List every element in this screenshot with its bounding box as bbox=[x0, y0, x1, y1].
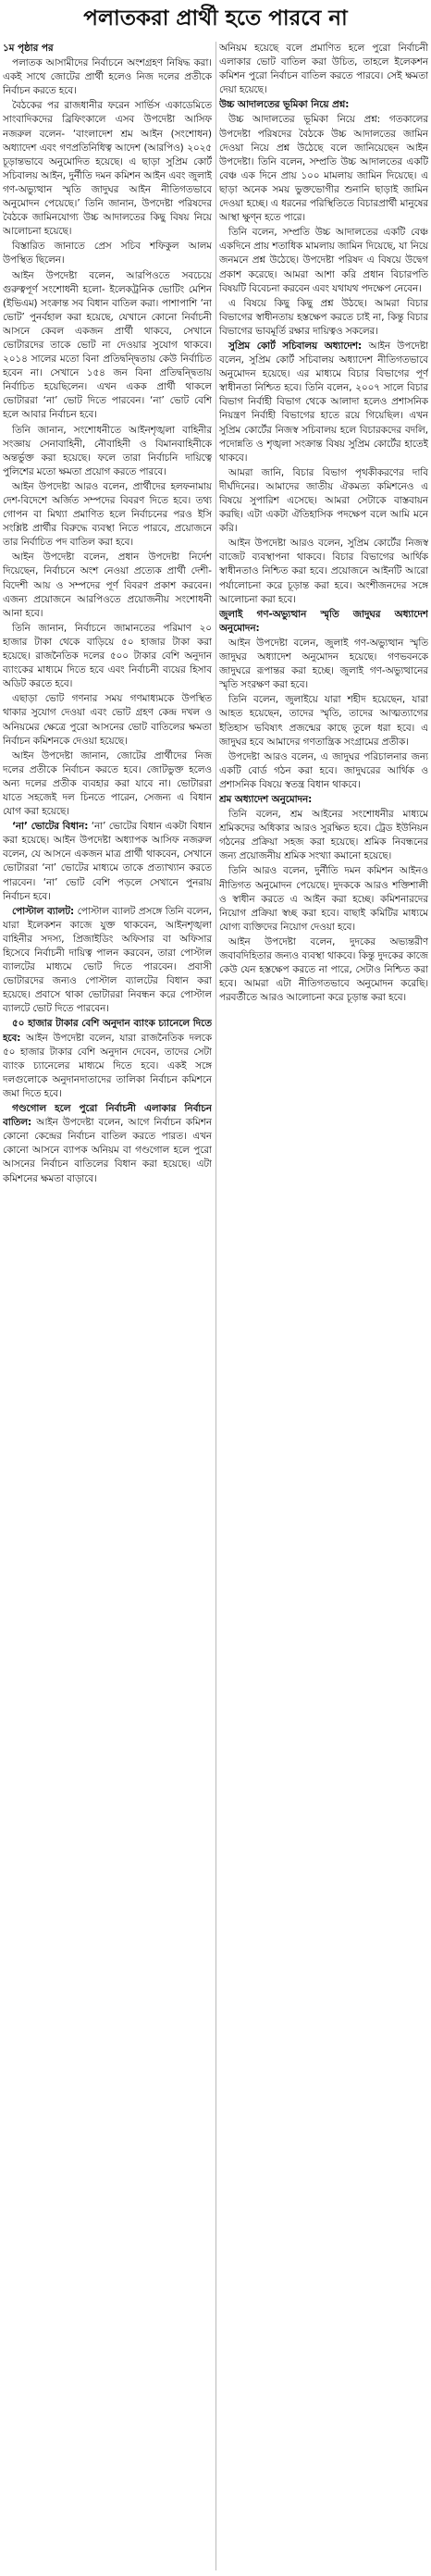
continued-from-label: ১ম পৃষ্ঠার পর bbox=[3, 43, 54, 54]
draft-section bbox=[219, 793, 428, 807]
article-paragraph: এছাড়া ভোট গণনার সময় গণমাধ্যমকে উপস্থিত থাকার সুযোগ দেওয়া এবং ভোট গ্রহণ কেন্দ্র দখল ও অনিয়মের ক্ষেত্রে পুরো আসনের ভোট বাতিলের ক্ষমতা নির্বাচন কমিশনকে দেওয়া হয়েছে। bbox=[3, 693, 212, 747]
article-column-right bbox=[219, 42, 428, 2570]
donation-section bbox=[3, 1017, 212, 1101]
cancel-text: আইন উপদেষ্টা বলেন, আগে নির্বাচন কমিশন কোনো কেন্দ্রের নির্বাচন বাতিল করতে পারত। এখন কোনো আসনে ব্যাপক অনিয়ম বা গণ্ডগোল হলে পুরো আসনের নির্বাচন বাতিলের বিধান করা হয়েছে। এটা কমিশনের ক্ষমতা বাড়াবে। bbox=[3, 1117, 212, 1184]
subheading-high-court: উচ্চ আদালতের ভূমিকা নিয়ে প্রশ্ন: bbox=[219, 99, 350, 111]
donation-text: আইন উপদেষ্টা বলেন, যারা রাজনৈতিক দলকে ৫০ হাজার টাকার বেশি অনুদান দেবেন, তাদের সেটা ব্যাংক চ্যানেলের মাধ্যমে দিতে হবে। একই সঙ্গে দলগুলোকে অনুদানদাতাদের তালিকা নির্বাচন কমিশনে জমা দিতে হবে। bbox=[3, 1032, 212, 1099]
article-paragraph: আইন উপদেষ্টা আরও বলেন, প্রার্থীদের হলফনামায় দেশ-বিদেশে অর্জিত সম্পদের বিবরণ দিতে হবে। তথ্য গোপন বা মিথ্যা প্রমাণিত হলে নির্বাচনের পরও ইসি সংশ্লিষ্ট প্রার্থীর বিরুদ্ধে ব্যবস্থা নিতে পারবে, প্রয়োজনে তার নির্বাচিত পদ বাতিল করা হবে। bbox=[3, 480, 212, 549]
article-column-left bbox=[3, 42, 212, 2570]
subheading-postal-ballot: পোস্টাল ব্যালট: bbox=[12, 905, 75, 917]
article-paragraph: তিনি জানান, নির্বাচনে জামানতের পরিমাণ ২০ হাজার টাকা থেকে বাড়িয়ে ৫০ হাজার টাকা করা হয়েছে। রাজনৈতিক দলের ৫০০ টাকার বেশি অনুদান ব্যাংকের মাধ্যমে দিতে হবে এবং নির্বাচনী ব্যয়ের হিসাব অডিট করতে হবে। bbox=[3, 622, 212, 690]
article-paragraph: আইন উপদেষ্টা আরও বলেন, সুপ্রিম কোর্টের নিজস্ব বাজেট ব্যবস্থাপনা থাকবে। বিচার বিভাগের আর্থিক স্বাধীনতাও নিশ্চিত করা হবে। প্রয়োজনে আইনটি আরো পর্যালোচনা করে চূড়ান্ত করা হবে। অংশীজনদের সঙ্গে আলোচনা করা হবে। bbox=[219, 538, 428, 605]
court-section bbox=[219, 98, 428, 112]
article-paragraph: আইন উপদেষ্টা বলেন, আরপিওতে সবচেয়ে গুরুত্বপূর্ণ সংশোধনী হলো- ইলেকট্রনিক ভোটিং মেশিন (ইভিএম) সংক্রান্ত সব বিধান বাতিল করা। পাশাপাশি ‘না ভোট’ পুনর্বহাল করা হয়েছে, যেখানে কোনো নির্বাচনী আসনে কেবল একজন প্রার্থী থাকবে, সেখানে ভোটারদের তাকে ভোট না দেওয়ার সুযোগ থাকবে। ২০১৪ সালের মতো বিনা প্রতিদ্বন্দ্বিতায় কেউ নির্বাচিত হবেন না। সেখানে ১৫৪ জন বিনা প্রতিদ্বন্দ্বিতায় নির্বাচিত হয়েছিলেন। এখন একক প্রার্থী থাকলে ভোটাররা ‘না’ ভোট দিতে পারবেন। ‘না’ ভোট বেশি হলে আবার নির্বাচন হবে। bbox=[3, 269, 212, 421]
postal-text: পোস্টাল ব্যালট প্রসঙ্গে তিনি বলেন, যারা ইলেকশন কাজে যুক্ত থাকবেন, আইনশৃঙ্খলা বাহিনীর সদস্য, প্রিজাইডিং অফিসার বা অফিসার হিসেবে নির্বাচনী দায়িত্ব পালন করবেন, তারা পোস্টাল ব্যালটের মাধ্যমে ভোট দিতে পারবেন। প্রবাসী ভোটারদের জন্যও পোস্টাল ব্যালটের বিধান করা হয়েছে। প্রবাসে থাকা ভোটাররা নিবন্ধন করে পোস্টাল ব্যালটে ভোট দিতে পারবেন। bbox=[3, 905, 212, 1015]
subheading-supreme-court-secretariat: সুপ্রিম কোর্ট সচিবালয় অধ্যাদেশ: bbox=[228, 340, 363, 352]
article-paragraph: আমরা জানি, বিচার বিভাগ পৃথকীকরণের দাবি দীর্ঘদিনের। আমাদের জাতীয় ঐকমত্য কমিশনেও এ বিষয়ে সুপারিশ এসেছে। আমরা সেটাকে বাস্তবায়ন করছি। এটা একটা ঐতিহাসিক পদক্ষেপ বলে আমি মনে করি। bbox=[219, 466, 428, 535]
article-paragraph: তিনি বলেন, জুলাইয়ে যারা শহীদ হয়েছেন, যারা আহত হয়েছেন, তাদের স্মৃতি, তাদের আত্মত্যাগের ইতিহাস ভবিষ্যৎ প্রজন্মের কাছে তুলে ধরা হবে। এ জাদুঘর হবে আমাদের গণতান্ত্রিক সংগ্রামের প্রতীক। bbox=[219, 694, 428, 748]
museum-section bbox=[219, 608, 428, 636]
article-paragraph: এ বিষয়ে কিছু কিছু প্রশ্ন উঠছে। আমরা বিচার বিভাগের স্বাধীনতায় হস্তক্ষেপ করতে চাই না, কিন্তু বিচার বিভাগের ভাবমূর্তি রক্ষার দায়িত্বও সকলের। bbox=[219, 297, 428, 337]
subheading-election-cancel: গণ্ডগোল হলে পুরো নির্বাচনী এলাকার নির্বাচন বাতিল: bbox=[3, 1103, 212, 1129]
article-paragraph: পলাতক আসামীদের নির্বাচনে অংশগ্রহণ নিষিদ্ধ করা। একই সাথে জোটের প্রার্থী হলেও নিজ দলের প্রতীকে নির্বাচন করতে হবে। bbox=[3, 57, 212, 97]
article-paragraph: আইন উপদেষ্টা বলেন, জুলাই গণ-অভ্যুত্থান স্মৃতি জাদুঘর অধ্যাদেশ অনুমোদন হয়েছে। গণভবনকে জাদুঘরে রূপান্তর করা হচ্ছে। জুলাই গণ-অভ্যুত্থানের স্মৃতি সংরক্ষণ করা হবে। bbox=[219, 637, 428, 691]
secretariat-text: আইন উপদেষ্টা বলেন, সুপ্রিম কোর্ট সচিবালয় অধ্যাদেশ নীতিগতভাবে অনুমোদন হয়েছে। এর মাধ্যমে বিচার বিভাগের পূর্ণ স্বাধীনতা নিশ্চিত হবে। তিনি বলেন, ২০০৭ সালে বিচার বিভাগ নির্বাহী বিভাগ থেকে আলাদা হলেও প্রশাসনিক নিয়ন্ত্রণ নির্বাহী বিভাগের হাতে রয়ে গিয়েছিল। এখন সুপ্রিম কোর্টের নিজস্ব সচিবালয় হলে বিচারকদের বদলি, পদোন্নতি ও শৃঙ্খলা সংক্রান্ত বিষয় সুপ্রিম কোর্টের হাতেই থাকবে। bbox=[219, 340, 428, 464]
subheading-labour-ordinance: শ্রম অধ্যাদেশ অনুমোদন: bbox=[219, 793, 313, 805]
article-paragraph: তিনি বলেন, শ্রম আইনের সংশোধনীর মাধ্যমে শ্রমিকদের অধিকার আরও সুরক্ষিত হবে। ট্রেড ইউনিয়ন গঠনের প্রক্রিয়া সহজ করা হয়েছে। শ্রমিক নিবন্ধনের জন্য প্রয়োজনীয় শ্রমিক সংখ্যা কমানো হয়েছে। bbox=[219, 809, 428, 862]
no-vote-text: ‘না’ ভোটের বিধান একটা বিধান করা হয়েছে। আইন উপদেষ্টা অধ্যাপক আসিফ নজরুল বলেন, যে আসনে একজন মাত্র প্রার্থী থাকবেন, সেখানে ভোটাররা ‘না’ ভোটের মাধ্যমে তাকে প্রত্যাখ্যান করতে পারবেন। ‘না’ ভোট বেশি পড়লে সেখানে পুনরায় নির্বাচন হবে। bbox=[3, 821, 212, 902]
article-paragraph: তিনি আরও বলেন, দুর্নীতি দমন কমিশন আইনও নীতিগত অনুমোদন পেয়েছে। দুদককে আরও শক্তিশালী ও স্বাধীন করতে এ আইন করা হচ্ছে। কমিশনারদের নিয়োগ প্রক্রিয়া স্বচ্ছ করা হবে। বাছাই কমিটির মাধ্যমে যোগ্য ব্যক্তিদের নিয়োগ দেওয়া হবে। bbox=[219, 865, 428, 933]
article-paragraph: আইন উপদেষ্টা বলেন, দুদকের অভ্যন্তরীণ জবাবদিহিতার জন্যও ব্যবস্থা থাকবে। কিন্তু দুদকের কাজে কেউ যেন হস্তক্ষেপ করতে না পারে, সেটাও নিশ্চিত করা হবে। আমরা এটা নীতিগতভাবে অনুমোদন করেছি। পরবর্তীতে আরও আলোচনা করে চূড়ান্ত করা হবে। bbox=[219, 935, 428, 1004]
article-paragraph: উপদেষ্টা আরও বলেন, এ জাদুঘর পরিচালনার জন্য একটি বোর্ড গঠন করা হবে। জাদুঘরের আর্থিক ও প্রশাসনিক বিষয়ে স্বতন্ত্র বিধান থাকবে। bbox=[219, 750, 428, 790]
article-paragraph: তিনি বলেন, সম্প্রতি উচ্চ আদালতের একটি বেঞ্চ একদিনে প্রায় শতাধিক মামলায় জামিন দিয়েছে, যা নিয়ে জনমনে প্রশ্ন উঠেছে। উপদেষ্টা পরিষদ এ বিষয়ে উদ্বেগ প্রকাশ করেছে। আমরা আশা করি প্রধান বিচারপতি বিষয়টি বিবেচনা করবেন এবং যথাযথ পদক্ষেপ নেবেন। bbox=[219, 227, 428, 294]
article-paragraph: তিনি জানান, সংশোধনীতে আইনশৃঙ্খলা বাহিনীর সংজ্ঞায় সেনাবাহিনী, নৌবাহিনী ও বিমানবাহিনীকে অন্তর্ভুক্ত করা হয়েছে। ফলে তারা নির্বাচনি দায়িত্বে পুলিশের মতো ক্ষমতা প্রয়োগ করতে পারবে। bbox=[3, 424, 212, 477]
article-paragraph: আইন উপদেষ্টা জানান, জোটের প্রার্থীদের নিজ দলের প্রতীকে নির্বাচন করতে হবে। জোটভুক্ত হলেও অন্য দলের প্রতীক ব্যবহার করা যাবে না। ভোটাররা যাতে সহজেই দল চিনতে পারেন, সেজন্য এ বিধান যোগ করা হয়েছে। bbox=[3, 749, 212, 818]
postal-section bbox=[3, 905, 212, 1017]
article-paragraph: উচ্চ আদালতের ভূমিকা নিয়ে প্রশ্ন: গতকালের উপদেষ্টা পরিষদের বৈঠকে উচ্চ আদালতের জামিন দেওয়া নিয়ে প্রশ্ন উঠেছে বলে জানিয়েছেন আইন উপদেষ্টা। তিনি বলেন, সম্প্রতি উচ্চ আদালতের একটি বেঞ্চ এক দিনে প্রায় ১০০ মামলায় জামিন দিয়েছে। এ ছাড়া অনেক সময় ভুক্তভোগীর শুনানি ছাড়াই জামিন দেওয়া হচ্ছে। এ ধরনের পরিস্থিতিতে বিচারপ্রার্থী মানুষের আস্থা ক্ষুণ্ন হতে পারে। bbox=[219, 114, 428, 224]
article-paragraph: অনিয়ম হয়েছে বলে প্রমাণিত হলে পুরো নির্বাচনী এলাকার ভোট বাতিল করা উচিত, তাহলে ইলেকশন কমিশন পুরো নির্বাচন বাতিল করতে পারবে। সেই ক্ষমতা দেয়া হয়েছে। bbox=[219, 43, 428, 96]
secretariat-section bbox=[219, 340, 428, 465]
article-paragraph: বিস্তারিত জানাতে প্রেস সচিব শফিকুল আলম উপস্থিত ছিলেন। bbox=[3, 241, 212, 266]
cancel-section bbox=[3, 1102, 212, 1186]
headline: পলাতকরা প্রার্থী হতে পারবে না bbox=[83, 6, 348, 31]
no-vote-section bbox=[3, 820, 212, 904]
subheading-july-museum: জুলাই গণ-অভ্যুত্থান স্মৃতি জাদুঘর অধ্যাদেশ অনুমোদন: bbox=[219, 608, 428, 634]
article-paragraph: আইন উপদেষ্টা বলেন, প্রধান উপদেষ্টা নির্দেশ দিয়েছেন, নির্বাচনে অংশ নেওয়া প্রত্যেক প্রার্থী দেশী-বিদেশী আয় ও সম্পদের পূর্ণ বিবরণ প্রকাশ করবেন। এজন্য প্রয়োজনে আরপিওতে প্রয়োজনীয় সংশোধনী আনা হবে। bbox=[3, 551, 212, 619]
subheading-donation: ৫০ হাজার টাকার বেশি অনুদান ব্যাংক চ্যানেলে দিতে হবে: bbox=[3, 1018, 212, 1044]
article-paragraph: বৈঠকের পর রাজধানীর ফরেন সার্ভিস একাডেমিতে সাংবাদিকদের ব্রিফিংকালে এসব উপদেষ্টা আসিফ নজরুল বলেন- ‘বাংলাদেশ শ্রম আইন (সংশোধন) অধ্যাদেশ এবং গণপ্রতিনিধিত্ব আদেশ (আরপিও) ২০২৫ চূড়ান্তভাবে অনুমোদিত হয়েছে। এ ছাড়া সুপ্রিম কোর্ট সচিবালয় আইন, দুর্নীতি দমন কমিশন আইন এবং জুলাই গণ-অভ্যুত্থান স্মৃতি জাদুঘর আইন নীতিগতভাবে অনুমোদন পেয়েছে।’ তিনি জানান, উপদেষ্টা পরিষদের বৈঠকে জামিনযোগ্য উচ্চ আদালতের কিছু বিষয় নিয়ে আলোচনা হয়েছে। bbox=[3, 100, 212, 238]
subheading-no-vote: ‘না’ ভোটের বিধান: bbox=[12, 821, 89, 833]
